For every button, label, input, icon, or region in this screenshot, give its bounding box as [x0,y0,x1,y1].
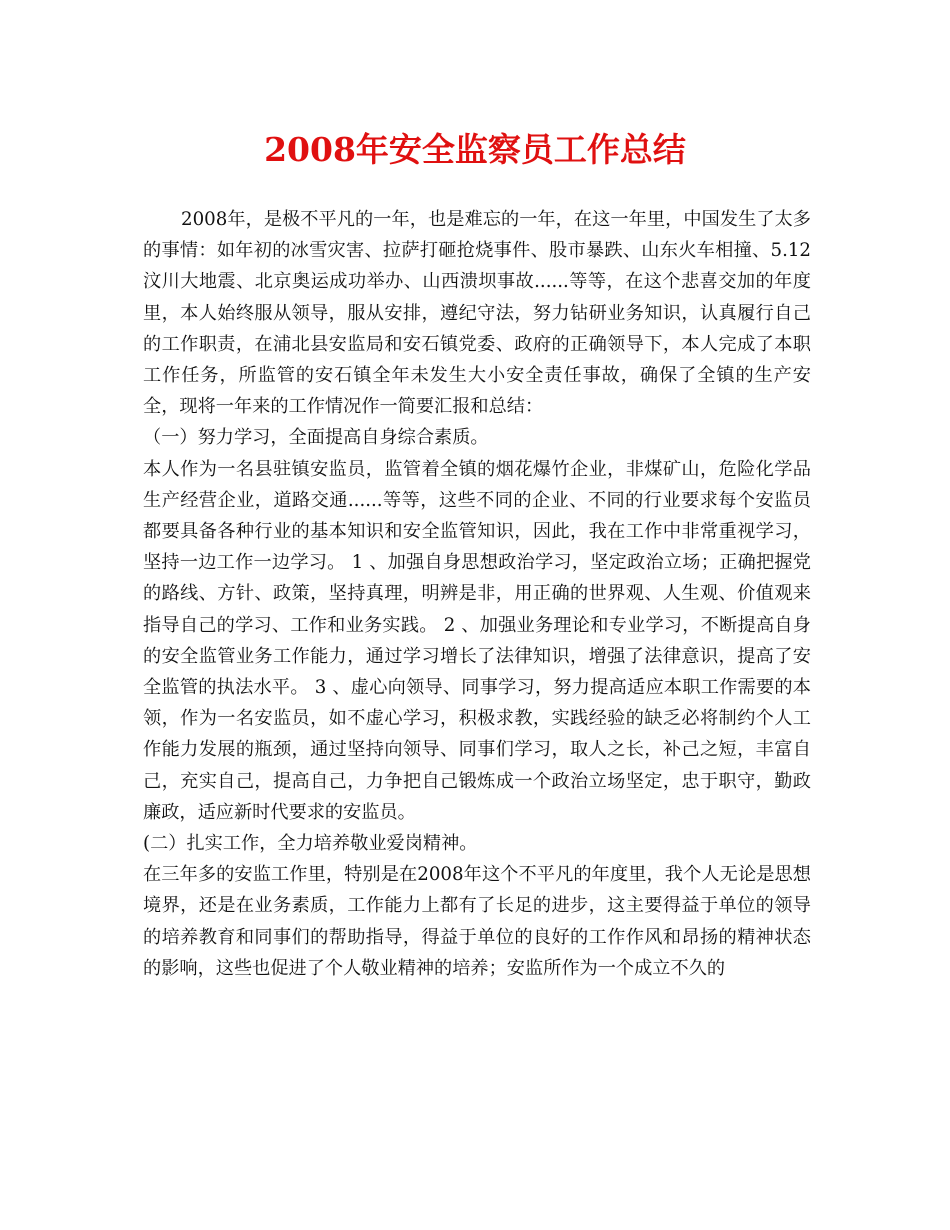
paragraph-section-1: 本人作为一名县驻镇安监员，监管着全镇的烟花爆竹企业，非煤矿山，危险化学品生产经营企业，道路交通......等等，这些不同的企业、不同的行业要求每个安监员都要具备各种行业的基本知识和安全监管知识，因此，我在工作中非常重视学习，坚持一边工作一边学习。 1 、加强自身思想政治学习，坚定政治立场；正确把握党的路线、方针、政策，坚持真理，明辨是非，用正确的世界观、人生观、价值观来指导自己的学习、工作和业务实践。 2 、加强业务理论和专业学习，不断提高自身的安全监管业务工作能力，通过学习增长了法律知识，增强了法律意识，提高了安全监管的执法水平。 3 、虚心向领导、同事学习，努力提高适应本职工作需要的本领，作为一名安监员，如不虚心学习，积极求教，实践经验的缺乏必将制约个人工作能力发展的瓶颈，通过坚持向领导、同事们学习，取人之长，补己之短，丰富自己，充实自己，提高自己，力争把自己锻炼成一个政治立场坚定，忠于职守，勤政廉政，适应新时代要求的安监员。 [143,458,811,823]
document-body [143,204,811,984]
section-heading-1: （一）努力学习，全面提高自身综合素质。 [143,427,489,449]
paragraph-intro: 2008年，是极不平凡的一年，也是难忘的一年，在这一年里，中国发生了太多的事情：如年初的冰雪灾害、拉萨打砸抢烧事件、股市暴跌、山东火车相撞、5.12汶川大地震、北京奥运成功举办、山西溃坝事故......等等，在这个悲喜交加的年度里，本人始终服从领导，服从安排，遵纪守法，努力钻研业务知识，认真履行自己的工作职责，在浦北县安监局和安石镇党委、政府的正确领导下，本人完成了本职工作任务，所监管的安石镇全年未发生大小安全责任事故，确保了全镇的生产安全，现将一年来的工作情况作一简要汇报和总结： [143,209,811,418]
section-heading-2: (二）扎实工作，全力培养敬业爱岗精神。 [143,833,478,855]
document-title: 2008年安全监察员工作总结 [264,130,686,169]
paragraph-section-2: 在三年多的安监工作里，特别是在2008年这个不平凡的年度里，我个人无论是思想境界，还是在业务素质，工作能力上都有了长足的进步，这主要得益于单位的领导的培养教育和同事们的帮助指导，得益于单位的良好的工作作风和昂扬的精神状态的影响，这些也促进了个人敬业精神的培养；安监所作为一个成立不久的 [143,864,811,979]
